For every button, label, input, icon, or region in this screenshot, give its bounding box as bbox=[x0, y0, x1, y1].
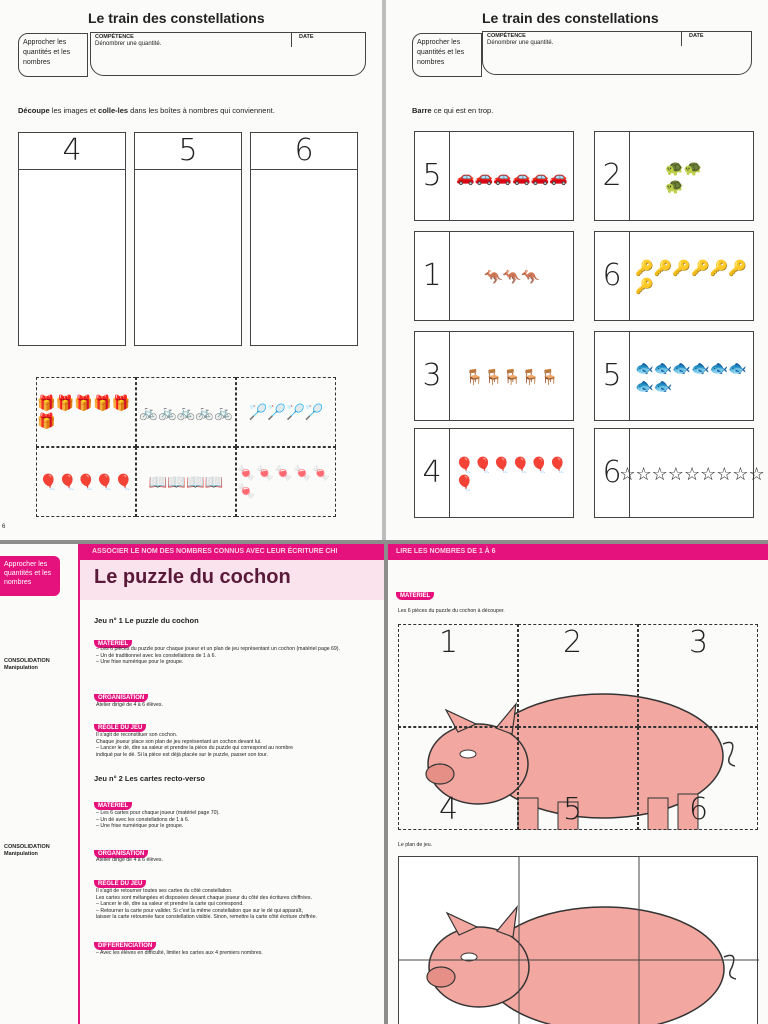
organisation-header-1: ORGANISATION bbox=[94, 686, 148, 704]
regle-header-1: RÈGLE DU JEU bbox=[94, 716, 146, 734]
date-label: DATE bbox=[689, 33, 704, 39]
piece-number: 4 bbox=[439, 792, 459, 827]
gutter-horizontal bbox=[0, 540, 768, 544]
jeu1-regle: Il s'agit de reconstituer son cochon. Chaque joueur place son plan de jeu représentant un cochon devant lui. – Lancer le dé, dire sa valeur et prendre la pièce du puzzle qui correspond au nombre indiqué par le dé. Si la pièce est déjà placée sur le puzzle, passer son tour. bbox=[96, 732, 293, 758]
card-number: 6 bbox=[595, 429, 630, 517]
jeu1-title: Jeu n° 1 Le puzzle du cochon bbox=[94, 616, 199, 625]
top-left-page bbox=[0, 0, 382, 540]
page-number: 6 bbox=[2, 524, 6, 530]
box-number: 5 bbox=[135, 133, 241, 170]
materiel-header-1: MATÉRIEL bbox=[94, 632, 132, 650]
jeu1-organisation: Atelier dirigé de 4 à 6 élèves. bbox=[96, 702, 163, 708]
competence-text: Dénombrer une quantité. bbox=[95, 41, 162, 47]
date-label: DATE bbox=[299, 34, 314, 40]
card-number: 3 bbox=[415, 332, 450, 420]
number-box-5[interactable] bbox=[134, 132, 242, 346]
card-7[interactable] bbox=[414, 428, 574, 518]
cutout-bikes[interactable]: 🚲🚲🚲🚲🚲 bbox=[136, 377, 236, 447]
piece-number: 5 bbox=[563, 792, 583, 827]
consolidation-1: CONSOLIDATION Manipulation bbox=[4, 658, 50, 671]
number-box-4[interactable] bbox=[18, 132, 126, 346]
jeu2-regle: Il s'agit de retourner toutes ses cartes du côté constellation. Les cartes sont mélangées et disposées devant chaque joueur du côté des écritures chiffrées. – Lancer le dé, dire sa valeur et prendre la carte qui correspond. – Retourner la carte pour valider. Si c'est la même constellation que sur le dé qui apparaît, laisser la carte retournée face constellation visible. Sinon, remettre la carte côté écriture chiffrée. bbox=[96, 888, 318, 921]
card-number: 1 bbox=[415, 232, 450, 320]
card-number: 2 bbox=[595, 132, 630, 220]
left-rule bbox=[78, 560, 80, 1024]
cutout-candies[interactable]: 🍬🍬🍬🍬🍬🍬 bbox=[236, 447, 336, 517]
competence-box bbox=[90, 32, 366, 76]
piece-number: 6 bbox=[689, 792, 709, 827]
chair-icons: 🪑🪑🪑🪑🪑 bbox=[465, 369, 559, 386]
bottom-right-page bbox=[388, 544, 768, 1024]
page-title: Le train des constellations bbox=[88, 10, 265, 26]
organisation-header-2: ORGANISATION bbox=[94, 842, 148, 860]
competence-text: Dénombrer une quantité. bbox=[487, 40, 554, 46]
piece-number: 2 bbox=[563, 625, 583, 660]
card-3[interactable] bbox=[414, 231, 574, 321]
jeu2-materiel: – Les 6 cartes pour chaque joueur (matériel page 70). – Un dé avec les constellations de 1 à 6. – Une frise numérique pour le groupe. bbox=[96, 810, 220, 830]
puzzle-piece-6[interactable] bbox=[638, 727, 758, 830]
puzzle-piece-3[interactable] bbox=[638, 624, 758, 727]
jeu2-title: Jeu n° 2 Les cartes recto-verso bbox=[94, 774, 205, 783]
card-1[interactable] bbox=[414, 131, 574, 221]
gutter-vertical bbox=[382, 0, 386, 540]
competence-label: COMPÉTENCE bbox=[487, 33, 526, 39]
cutout-balloons[interactable]: 🎈🎈🎈🎈🎈 bbox=[36, 447, 136, 517]
differenciation-header: DIFFÉRENCIATION bbox=[94, 934, 156, 952]
card-4[interactable] bbox=[594, 231, 754, 321]
card-number: 4 bbox=[415, 429, 450, 517]
side-tab: Approcher les quantités et les nombres bbox=[0, 556, 60, 596]
date-divider bbox=[291, 33, 292, 47]
materiel-header-2: MATÉRIEL bbox=[94, 794, 132, 812]
card-number: 6 bbox=[595, 232, 630, 320]
jeu2-organisation: Atelier dirigé de 4 à 6 élèves. bbox=[96, 857, 163, 863]
game-board[interactable] bbox=[398, 856, 758, 1024]
jeu1-materiel: – Les 6 pièces du puzzle pour chaque joueur et un plan de jeu représentant un cochon (matériel page 69). – Un dé traditionnel avec les constellations de 1 à 6. – Une frise numérique pour le groupe. bbox=[96, 646, 340, 666]
instruction: Barre ce qui est en trop. bbox=[412, 106, 494, 115]
puzzle-piece-2[interactable] bbox=[518, 624, 638, 727]
puzzle-piece-5[interactable] bbox=[518, 727, 638, 830]
page-title: Le puzzle du cochon bbox=[94, 566, 291, 588]
consolidation-2: CONSOLIDATION Manipulation bbox=[4, 844, 50, 857]
banner-text: ASSOCIER LE NOM DES NOMBRES CONNUS AVEC LEUR ÉCRITURE CHI bbox=[92, 548, 338, 555]
date-divider bbox=[681, 32, 682, 46]
cutout-gifts[interactable]: 🎁🎁🎁🎁🎁🎁 bbox=[36, 377, 136, 447]
caption-pieces: Les 6 pièces du puzzle du cochon à découper. bbox=[398, 608, 505, 614]
page-title: Le train des constellations bbox=[482, 10, 659, 26]
card-2[interactable] bbox=[594, 131, 754, 221]
caption-plan: Le plan de jeu. bbox=[398, 842, 433, 848]
skill-box: Approcher les quantités et les nombres bbox=[18, 33, 88, 77]
puzzle-sheet bbox=[398, 624, 758, 830]
car-icons: 🚗🚗🚗🚗🚗🚗 bbox=[455, 169, 569, 186]
cutout-rackets[interactable]: 🏸🏸🏸🏸 bbox=[236, 377, 336, 447]
competence-label: COMPÉTENCE bbox=[95, 34, 134, 40]
number-box-6[interactable] bbox=[250, 132, 358, 346]
cutout-sheet bbox=[36, 377, 336, 517]
card-6[interactable] bbox=[594, 331, 754, 421]
box-number: 6 bbox=[251, 133, 357, 170]
competence-box bbox=[482, 31, 752, 75]
card-5[interactable] bbox=[414, 331, 574, 421]
top-right-page bbox=[386, 0, 768, 540]
balloon-icons: 🎈🎈🎈🎈🎈🎈🎈 bbox=[455, 457, 568, 492]
bottom-left-page bbox=[0, 544, 384, 1024]
fish-icons: 🐟🐟🐟🐟🐟🐟🐟🐟 bbox=[635, 360, 748, 395]
cutout-books[interactable]: 📖📖📖📖 bbox=[136, 447, 236, 517]
piece-number: 1 bbox=[439, 625, 459, 660]
jeu2-differenciation: – Avec les élèves en difficulté, limiter les cartes aux 4 premiers nombres. bbox=[96, 950, 263, 956]
piece-number: 3 bbox=[689, 625, 709, 660]
skill-box: Approcher les quantités et les nombres bbox=[412, 33, 482, 77]
kangaroo-icons: 🦘🦘🦘 bbox=[483, 269, 541, 286]
regle-header-2: RÈGLE DU JEU bbox=[94, 872, 146, 890]
card-number: 5 bbox=[595, 332, 630, 420]
pig-board-illustration bbox=[399, 857, 759, 1024]
box-number: 4 bbox=[19, 133, 125, 170]
banner-text: LIRE LES NOMBRES DE 1 À 6 bbox=[396, 548, 496, 555]
puzzle-piece-1[interactable] bbox=[398, 624, 518, 727]
puzzle-piece-4[interactable] bbox=[398, 727, 518, 830]
instruction: Découpe les images et colle-les dans les boîtes à nombres qui conviennent. bbox=[18, 106, 275, 115]
key-icons: 🔑🔑🔑🔑🔑🔑🔑 bbox=[635, 260, 748, 295]
card-number: 5 bbox=[415, 132, 450, 220]
star-icons: ☆☆☆☆☆☆☆☆☆ bbox=[619, 463, 765, 484]
turtle-icons: 🐢🐢🐢 bbox=[665, 160, 703, 195]
materiel-header: MATÉRIEL bbox=[396, 584, 434, 602]
card-8[interactable] bbox=[594, 428, 765, 518]
